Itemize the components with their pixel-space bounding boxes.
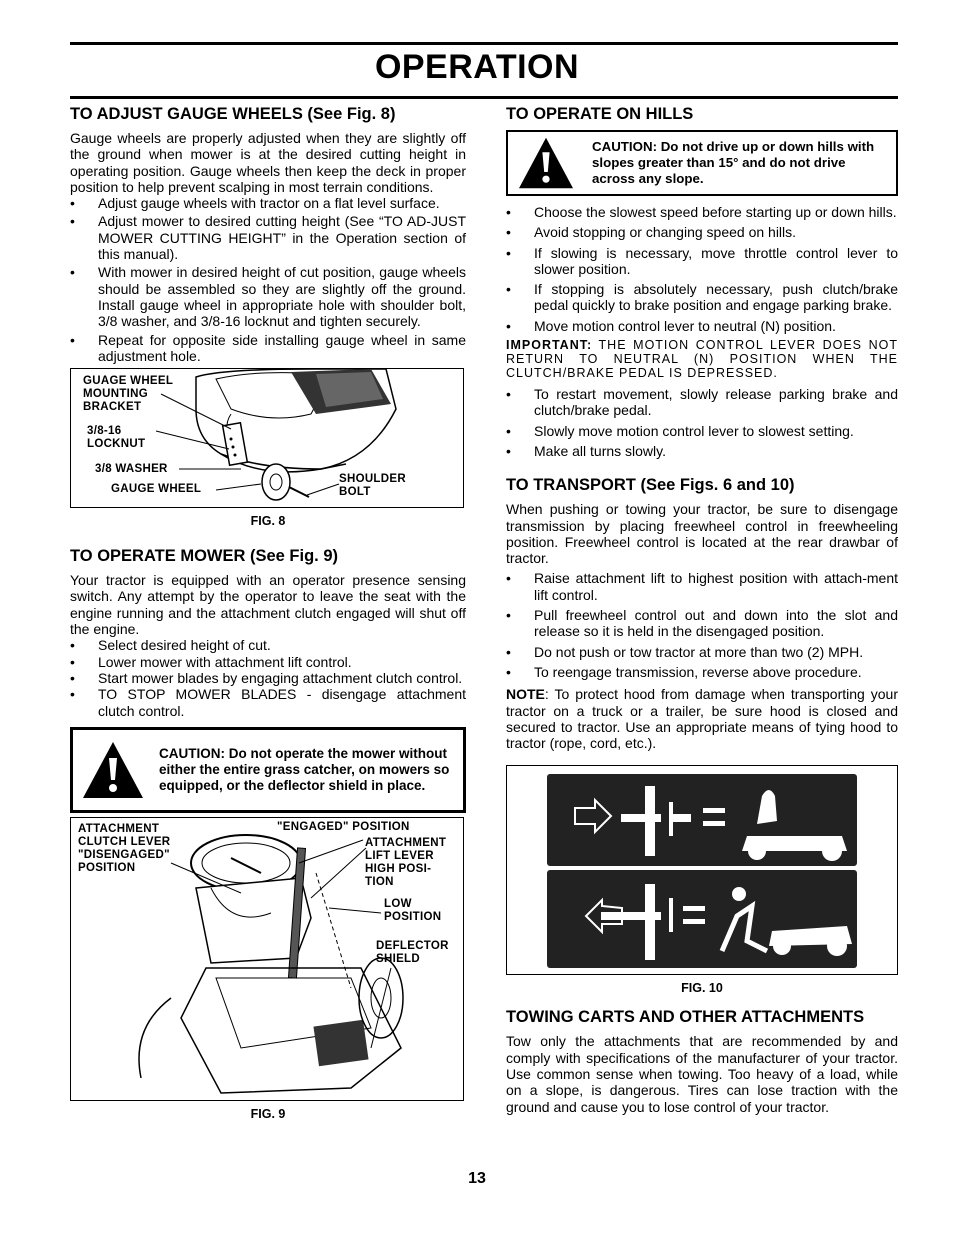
left-column (70, 104, 466, 1121)
mower-caution-text: CAUTION: Do not operate the mower without either the entire grass catcher, on mowers so equipped, or the deflector shield in place. (159, 745, 450, 793)
hills-bullets (506, 204, 898, 334)
note-label: NOTE (506, 686, 545, 703)
page-number: 13 (468, 1170, 486, 1187)
fig8-caption: FIG. 8 (250, 514, 286, 529)
fig9-label-deflector: DEFLECTOR SHIELD (376, 939, 449, 965)
list-item: • Move motion control lever to neutral (N) position. (506, 318, 898, 334)
list-item: • TO STOP MOWER BLADES - disengage attachment clutch control. (70, 686, 466, 719)
list-item: • Slowly move motion control lever to slowest setting. (506, 423, 898, 439)
list-item: • Choose the slowest speed before starting up or down hills. (506, 204, 898, 220)
fig9-caption: FIG. 9 (250, 1106, 286, 1121)
note-text: : To protect hood from damage when transporting your tractor on a truck or a trailer, be sure hood is closed and secured to tractor. Use an appropriate means of tying hood to tractor (rope, cord, etc.). (506, 686, 898, 752)
title-rule (70, 96, 898, 99)
transport-intro: When pushing or towing your tractor, be sure to disengage transmission by placing freewheel control in freewheeling position. Freewheel control is located at the rear drawbar of tractor. (506, 501, 898, 567)
page-title: OPERATION (374, 48, 580, 86)
hills-caution-text: CAUTION: Do not drive up or down hills with slopes greater than 15° and do not drive across any slope. (592, 139, 875, 186)
fig9-label-engaged: "ENGAGED" POSITION (277, 820, 410, 833)
right-column (506, 104, 898, 1115)
transport-note (506, 686, 898, 751)
warning-icon (81, 740, 145, 800)
fig10-caption: FIG. 10 (681, 981, 723, 996)
list-item: • If slowing is necessary, move throttle control lever to slower position. (506, 245, 898, 278)
list-item: • Start mower blades by engaging attachment clutch control. (70, 670, 466, 686)
transport-heading: TO TRANSPORT (See Figs. 6 and 10) (506, 476, 795, 495)
figure-9 (70, 817, 464, 1101)
list-item: • Lower mower with attachment lift control. (70, 654, 466, 670)
mower-caution-box (70, 727, 466, 813)
list-item: • Pull freewheel control out and down into the slot and release so it is held in the disengaged position. (506, 607, 898, 640)
top-rule (70, 42, 898, 45)
figure-8 (70, 368, 464, 508)
figure-10 (506, 765, 898, 975)
fig9-label-lift: ATTACHMENT LIFT LEVER HIGH POSI- TION (365, 836, 447, 888)
fig8-label-locknut: 3/8-16 LOCKNUT (87, 425, 146, 451)
list-item: • To reengage transmission, reverse above procedure. (506, 664, 898, 680)
gauge-heading: TO ADJUST GAUGE WHEELS (See Fig. 8) (70, 105, 396, 123)
towing-heading: TOWING CARTS AND OTHER ATTACHMENTS (506, 1008, 865, 1027)
fig8-label-bolt: SHOULDER BOLT (339, 473, 406, 499)
gauge-intro: Gauge wheels are properly adjusted when they are slightly off the ground when mower is at the desired cutting height in operating position. Gauge wheels then keep the deck in proper position to help prevent scalping in most terrain conditions. (70, 130, 466, 195)
hills-heading: TO OPERATE ON HILLS (506, 105, 694, 123)
fig8-label-wheel: GAUGE WHEEL (111, 483, 202, 496)
list-item: • Avoid stopping or changing speed on hills. (506, 224, 898, 240)
list-item: • Select desired height of cut. (70, 637, 466, 653)
fig9-label-low: LOW POSITION (384, 897, 442, 923)
mower-bullets (70, 637, 466, 718)
list-item: • Do not push or tow tractor at more than two (2) MPH. (506, 644, 898, 660)
important-text: THE MOTION CONTROL LEVER DOES NOT RETURN TO NEUTRAL (N) POSITION WHEN THE CLUTCH/BRAKE PEDAL IS DEPRESSED. (506, 338, 899, 381)
fig8-label-bracket: GUAGE WHEEL MOUNTING BRACKET (83, 375, 174, 414)
mower-heading: TO OPERATE MOWER (See Fig. 9) (70, 547, 338, 566)
transport-bullets (506, 570, 898, 680)
freewheel-control-illustration (507, 766, 897, 974)
list-item: • Make all turns slowly. (506, 443, 898, 459)
list-item: • Adjust gauge wheels with tractor on a flat level surface. (70, 195, 466, 211)
list-item: • Adjust mower to desired cutting height (See “TO AD-JUST MOWER CUTTING HEIGHT” in the Operation section of this manual). (70, 213, 466, 262)
list-item: • If stopping is absolutely necessary, push clutch/brake pedal quickly to brake position and engage parking brake. (506, 281, 898, 314)
fig8-label-washer: 3/8 WASHER (95, 463, 168, 476)
mower-intro: Your tractor is equipped with an operator presence sensing switch. Any attempt by the operator to leave the seat with the engine running and the attachment clutch engaged will shut off the engine. (70, 572, 466, 638)
important-note (506, 338, 898, 380)
hills-caution-box (506, 130, 898, 196)
list-item: • Raise attachment lift to highest position with attach-ment lift control. (506, 570, 898, 603)
hills-bullets-2 (506, 386, 898, 459)
gauge-bullets (70, 195, 466, 364)
towing-text: Tow only the attachments that are recommended by and comply with specifications of the manufacturer of your tractor. Use common sense when towing. Too heavy of a load, while on a slope, is dangerous. Tires can lose traction with the ground and cause you to lose control of your tractor. (506, 1033, 898, 1115)
list-item: • To restart movement, slowly release parking brake and clutch/brake pedal. (506, 386, 898, 419)
warning-icon (516, 136, 576, 190)
list-item: • Repeat for opposite side installing gauge wheel in same adjustment hole. (70, 332, 466, 365)
fig9-label-clutch: ATTACHMENT CLUTCH LEVER "DISENGAGED" POSITION (78, 822, 171, 874)
list-item: • With mower in desired height of cut position, gauge wheels should be assembled so they are slightly off the ground. Install gauge wheel in appropriate hole with shoulder bolt, 3/8 washer, and 3/8-16 locknut and tighten securely. (70, 264, 466, 329)
important-label: IMPORTANT: (506, 338, 593, 353)
